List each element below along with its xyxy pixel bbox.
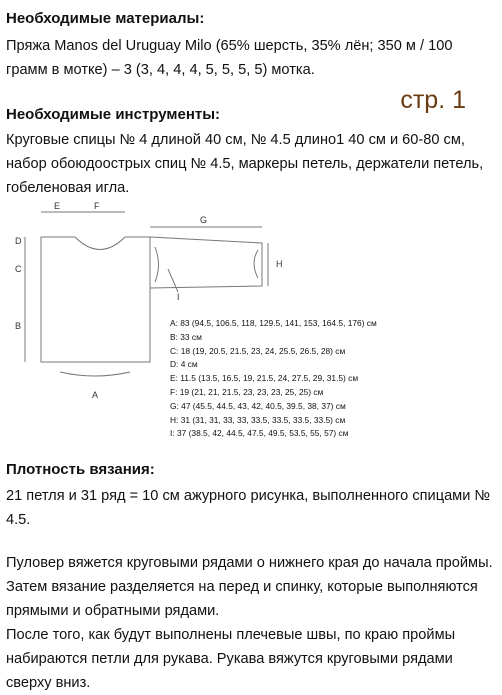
measurement-B: B: 33 см (170, 331, 202, 342)
measurement-A: A: 83 (94.5, 106.5, 118, 129.5, 141, 153, 164.5, 176) см (170, 318, 377, 328)
label-F: F (94, 201, 100, 211)
measurement-C: C: 18 (19, 20.5, 21.5, 23, 24, 25.5, 26.5, 28) см (170, 345, 346, 356)
materials-heading: Необходимые материалы: (6, 10, 205, 27)
measurement-E: E: 11.5 (13.5, 16.5, 19, 21.5, 24, 27.5, 29, 31.5) см (170, 373, 359, 384)
measurement-G: G: 47 (45.5, 44.5, 43, 42, 40.5, 39.5, 38, 37) см (170, 400, 346, 411)
measurement-F: F: 19 (21, 21, 21.5, 23, 23, 23, 25, 25) см (170, 386, 324, 397)
tools-section (6, 104, 496, 200)
materials-text: Пряжа Manos del Uruguay Milo (65% шерсть, 35% лён; 350 м / 100 грамм в мотке) – 3 (3, 4, 4, 4, 5, 5, 5, 5) мотка. (6, 38, 453, 78)
label-H: H (276, 259, 283, 269)
gauge-text: 21 петля и 31 ряд = 10 см ажурного рисунка, выполненного спицами № 4.5. (6, 488, 491, 528)
description-paragraph: Пуловер вяжется круговыми рядами о нижнего края до начала проймы. Затем вязание разделяется на перед и спинку, которые выполняются прямыми и обратными рядами. (6, 555, 493, 619)
body-outline (41, 237, 150, 362)
label-C: C (15, 264, 22, 274)
tools-text: Круговые спицы № 4 длиной 40 см, № 4.5 длино1 40 см и 60-80 см, набор обоюдоострых спиц № 4.5, маркеры петель, держатели петель, гобеленовая игла. (6, 132, 484, 196)
label-A: A (92, 390, 99, 400)
tools-heading: Необходимые инструменты: (6, 106, 221, 123)
description-section (6, 551, 496, 695)
description-paragraph: После того, как будут выполнены плечевые швы, по краю проймы набираются петли для рукава. Рукава вяжутся круговыми рядами сверху вниз. (6, 627, 456, 691)
bottom-arrow (60, 372, 130, 376)
label-I: I (177, 292, 180, 302)
sleeve-outline (150, 237, 262, 288)
page-number: стр. 1 (400, 86, 466, 114)
measurement-I: I: 37 (38.5, 42, 44.5, 47.5, 49.5, 53.5, 55, 57) см (170, 428, 349, 439)
label-B: B (15, 321, 22, 331)
measurement-D: D: 4 см (170, 359, 198, 370)
measurements-list (170, 317, 500, 441)
gauge-section (6, 459, 496, 532)
materials-section (6, 8, 496, 82)
cuff-curve (254, 250, 258, 278)
armhole-curve (155, 247, 159, 282)
gauge-heading: Плотность вязания: (6, 461, 155, 478)
label-G: G (200, 215, 208, 225)
label-E: E (54, 201, 61, 211)
label-D: D (15, 236, 22, 246)
measurement-H: H: 31 (31, 31, 33, 33, 33.5, 33.5, 33.5, 33.5) см (170, 414, 346, 425)
